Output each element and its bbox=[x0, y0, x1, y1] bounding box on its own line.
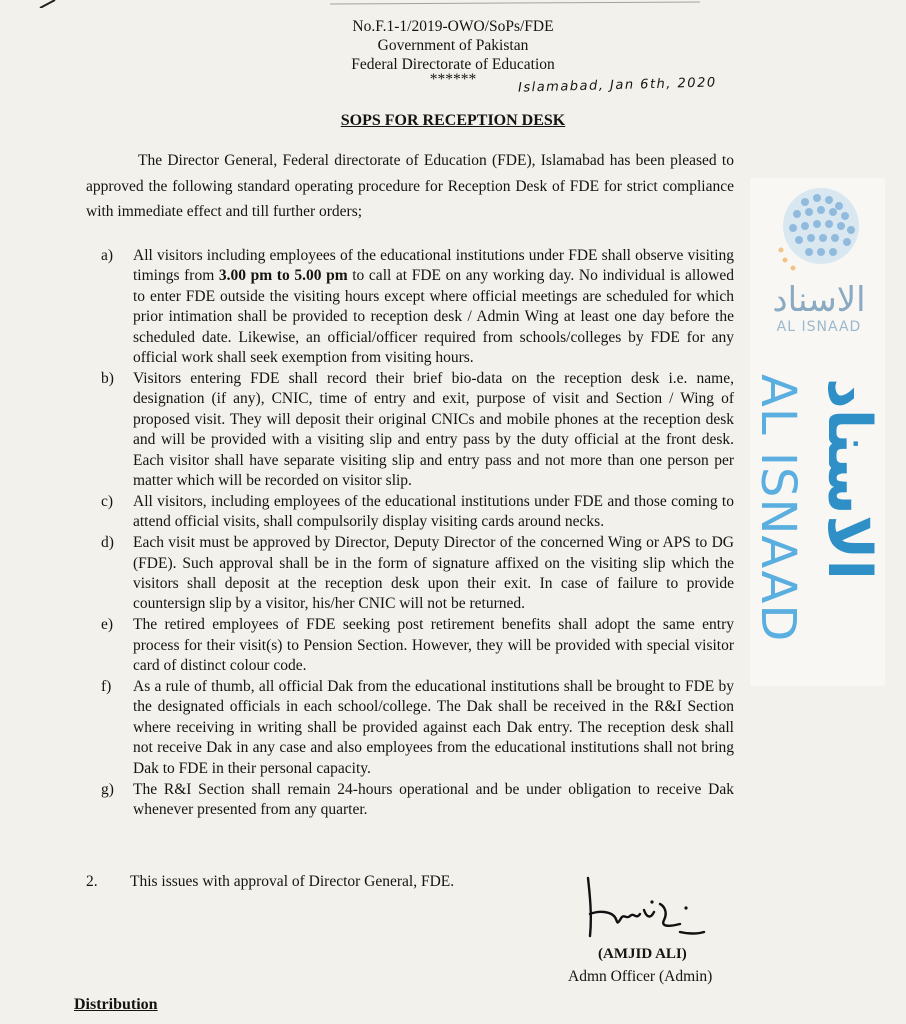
item-text: The R&I Section shall remain 24-hours operational and be under obligation to receive Dak whenever presented from any quarter. bbox=[133, 780, 734, 818]
sop-item-g bbox=[101, 780, 734, 821]
sop-item-d bbox=[101, 533, 734, 615]
signatory-name: (AMJID ALI) bbox=[598, 946, 687, 962]
document-title: SOPS FOR RECEPTION DESK bbox=[340, 112, 566, 129]
handwritten-date: Islamabad, Jan 6th, 2020 bbox=[517, 75, 717, 96]
distribution-heading: Distribution bbox=[74, 996, 158, 1013]
watermark-big-english: AL ISNAAD bbox=[750, 374, 806, 643]
item-letter: e) bbox=[101, 616, 114, 634]
item-text: All visitors, including employees of the educational institutions under FDE and those coming to attend official visits, shall compulsorily display visiting cards around necks. bbox=[133, 492, 734, 531]
watermark-english: AL ISNAAD bbox=[776, 319, 862, 335]
item-text: The retired employees of FDE seeking post retirement benefits shall adopt the same entry process for their visit(s) to Pension Section. However, they will be provided with special visitor card of distinct colour code. bbox=[133, 616, 734, 675]
header-stars: ****** bbox=[429, 71, 477, 88]
globe-icon bbox=[775, 180, 861, 276]
government-line: Government of Pakistan bbox=[377, 37, 529, 54]
paragraph-2 bbox=[86, 873, 454, 891]
watermark-big-arabic: الاسناد bbox=[814, 378, 884, 581]
item-letter: g) bbox=[101, 780, 114, 798]
item-letter: f) bbox=[101, 678, 112, 696]
intro-paragraph: The Director General, Federal directorate of Education (FDE), Islamabad has been pleased to approved the following standard operating procedure for Reception Desk of FDE for strict compliance with immediate effect and till further orders; bbox=[86, 152, 734, 220]
sop-item-c bbox=[101, 492, 734, 533]
watermark-logo bbox=[750, 178, 885, 686]
item-text: Each visit must be approved by Director, Deputy Director of the concerned Wing or APS to DG (FDE). Such approval shall be in the form of signature affixed on the visiting slip which the visitors shall deposit at the reception desk upon their exit. In case of failure to provide countersign slip by a visitor, his/her CNIC will not be returned. bbox=[133, 534, 734, 613]
sop-item-e bbox=[101, 615, 734, 676]
sop-item-a bbox=[101, 246, 734, 368]
item-text: All visitors including employees of the educational institutions under FDE shall observe visiting timings from 3.00 pm to 5.00 pm to call at FDE on any working day. No individual is allowed to enter FDE outside the visiting hours except where official meetings are scheduled for which prior intimation shall be provided to reception desk / Admin Wing at least one day before the scheduled date. Likewise, an official/officer required from schools/colleges by FDE for any official work shall seek exemption from visiting hours. bbox=[133, 247, 735, 367]
signature-mark bbox=[580, 876, 720, 946]
letter-header bbox=[0, 17, 906, 86]
scan-edge-marks bbox=[0, 0, 906, 8]
directorate-line: Federal Directorate of Education bbox=[351, 56, 555, 73]
visiting-hours: 3.00 pm to 5.00 pm bbox=[218, 267, 348, 285]
sop-item-f bbox=[101, 677, 734, 779]
item-letter: d) bbox=[101, 534, 114, 552]
paragraph-number: 2. bbox=[86, 873, 98, 890]
watermark-arabic: الاسناد bbox=[772, 280, 866, 320]
sop-list bbox=[101, 246, 734, 821]
signatory-title: Admn Officer (Admin) bbox=[568, 968, 713, 985]
item-letter: c) bbox=[101, 492, 114, 510]
sop-item-b bbox=[101, 369, 734, 491]
paragraph-text: This issues with approval of Director General, FDE. bbox=[130, 873, 455, 890]
item-text: Visitors entering FDE shall record their brief bio-data on the reception desk i.e. name, designation (if any), CNIC, time of entry and exit, purpose of visit and Section / Wing of proposed visit. They will deposit their original CNICs and mobile phones at the reception desk and will be provided with a visiting slip and entry pass by the duty official at the front desk. Each visitor shall have separate visiting slip and entry pass and not more than one person per matter which will be recorded on visitor slip. bbox=[133, 369, 734, 489]
file-number: No.F.1-1/2019-OWO/SoPs/FDE bbox=[352, 18, 554, 35]
item-letter: b) bbox=[101, 369, 114, 387]
item-letter: a) bbox=[101, 247, 114, 264]
item-text: As a rule of thumb, all official Dak from the educational institutions shall be brought to FDE by the designated officials in each school/college. The Dak shall be received in the R&I Section where receiving in writing shall be provided against each Dak entry. The reception desk shall not receive Dak in any case and also employees from the educational institutions shall not bring Dak to FDE in their personal capacity. bbox=[133, 678, 734, 777]
